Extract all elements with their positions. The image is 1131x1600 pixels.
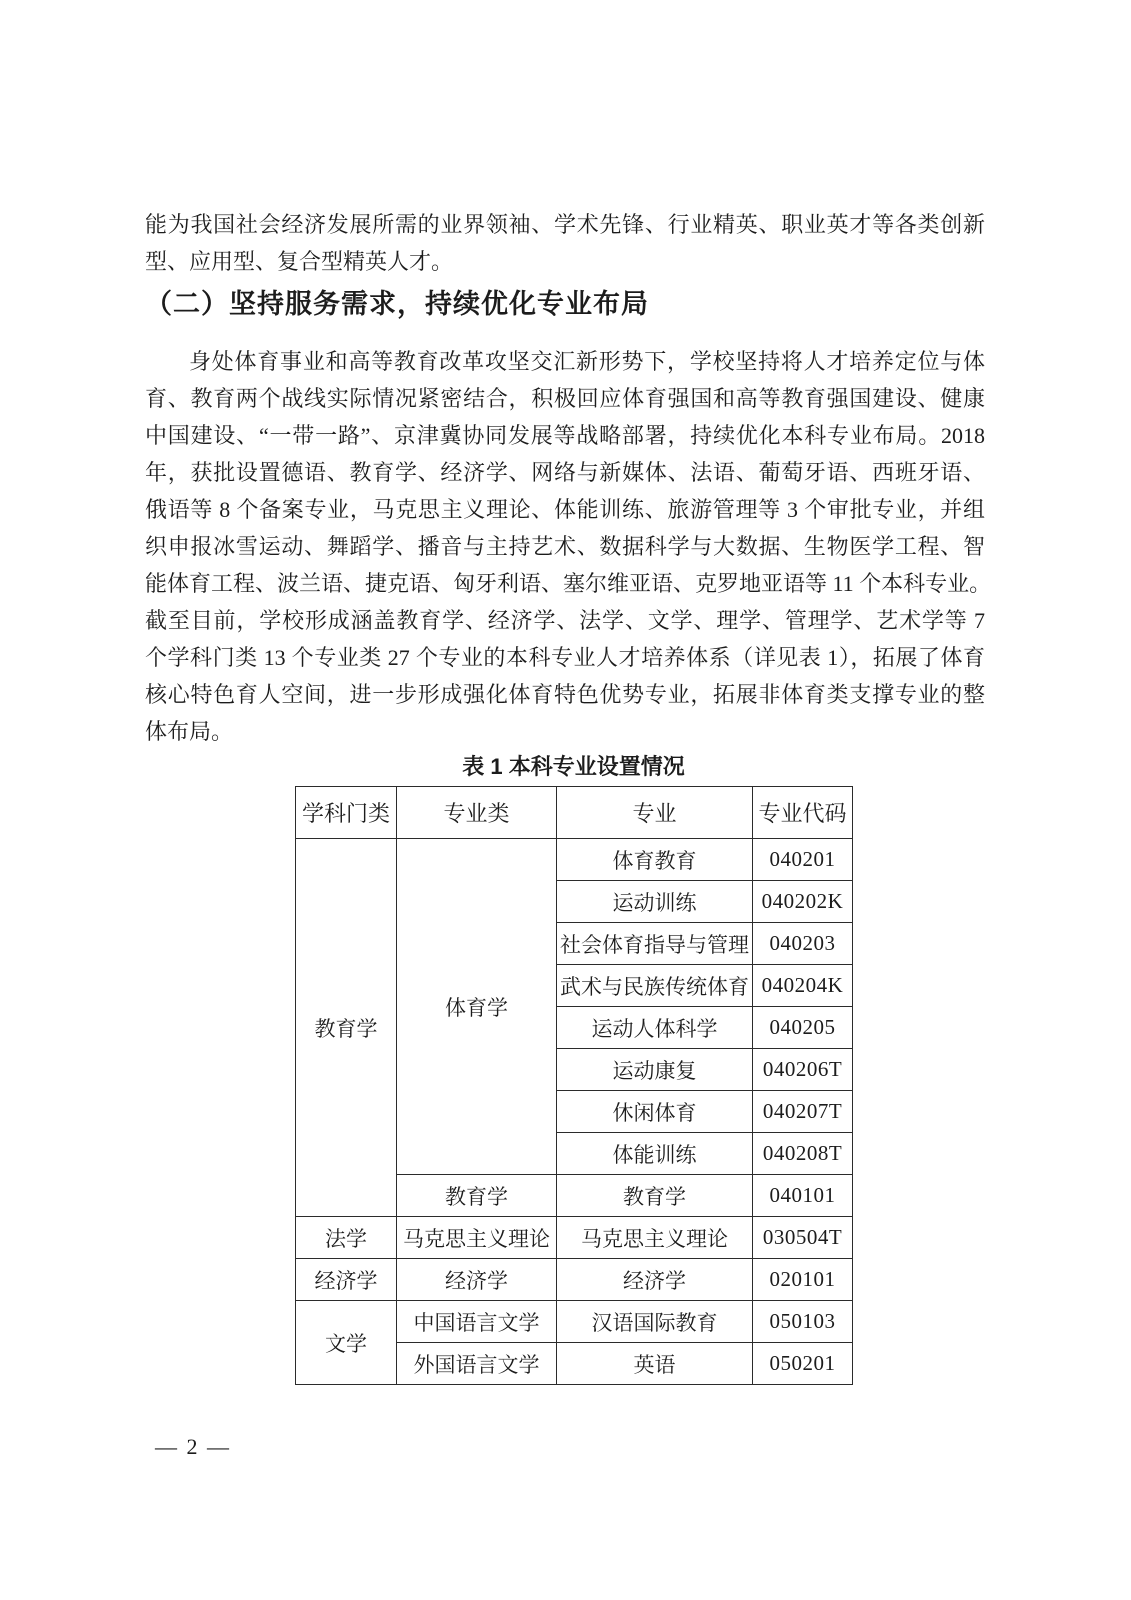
cell-major: 运动人体科学 bbox=[557, 1007, 753, 1049]
cell-code: 040101 bbox=[753, 1175, 853, 1217]
cell-code: 040208T bbox=[753, 1133, 853, 1175]
header-cell-category: 专业类 bbox=[397, 787, 557, 839]
table-row bbox=[296, 1301, 853, 1343]
cell-major: 体能训练 bbox=[557, 1133, 753, 1175]
paragraph-line: 型、应用型、复合型精英人才。 bbox=[145, 249, 454, 274]
header-cell-major: 专业 bbox=[557, 787, 753, 839]
majors-table bbox=[295, 786, 853, 1385]
intro-paragraph bbox=[145, 206, 985, 280]
cell-discipline: 法学 bbox=[296, 1217, 397, 1259]
cell-major: 英语 bbox=[557, 1343, 753, 1385]
cell-category: 马克思主义理论 bbox=[397, 1217, 557, 1259]
body-paragraph bbox=[145, 343, 992, 750]
section-heading: （二）坚持服务需求，持续优化专业布局 bbox=[145, 289, 649, 319]
paragraph-line: 俄语等 8 个备案专业，马克思主义理论、体能训练、旅游管理等 3 个审批专业，并组 bbox=[145, 497, 985, 522]
cell-category: 体育学 bbox=[397, 839, 557, 1175]
cell-code: 040201 bbox=[753, 839, 853, 881]
cell-code: 040203 bbox=[753, 923, 853, 965]
table-row bbox=[296, 1259, 853, 1301]
cell-code: 040205 bbox=[753, 1007, 853, 1049]
cell-major: 休闲体育 bbox=[557, 1091, 753, 1133]
paragraph-line: 截至目前，学校形成涵盖教育学、经济学、法学、文学、理学、管理学、艺术学等 7 bbox=[145, 608, 985, 633]
table-row bbox=[296, 1217, 853, 1259]
paragraph-line: 育、教育两个战线实际情况紧密结合，积极回应体育强国和高等教育强国建设、健康 bbox=[145, 386, 985, 411]
paragraph-line: 织申报冰雪运动、舞蹈学、播音与主持艺术、数据科学与大数据、生物医学工程、智 bbox=[145, 534, 985, 559]
majors-table-block bbox=[145, 752, 985, 1385]
cell-category: 外国语言文学 bbox=[397, 1343, 557, 1385]
page-content bbox=[145, 206, 992, 1385]
cell-code: 040204K bbox=[753, 965, 853, 1007]
paragraph-line: 身处体育事业和高等教育改革攻坚交汇新形势下，学校坚持将人才培养定位与体 bbox=[189, 349, 985, 374]
cell-major: 运动训练 bbox=[557, 881, 753, 923]
page-number: — 2 — bbox=[155, 1434, 231, 1459]
cell-code: 040206T bbox=[753, 1049, 853, 1091]
cell-major: 武术与民族传统体育 bbox=[557, 965, 753, 1007]
paragraph-line: 体布局。 bbox=[145, 719, 234, 744]
cell-code: 020101 bbox=[753, 1259, 853, 1301]
cell-category: 教育学 bbox=[397, 1175, 557, 1217]
cell-code: 040202K bbox=[753, 881, 853, 923]
cell-discipline: 文学 bbox=[296, 1301, 397, 1385]
cell-major: 社会体育指导与管理 bbox=[557, 923, 753, 965]
table-title: 表 1 本科专业设置情况 bbox=[462, 754, 685, 779]
cell-major: 运动康复 bbox=[557, 1049, 753, 1091]
table-header-row bbox=[296, 787, 853, 839]
cell-discipline: 教育学 bbox=[296, 839, 397, 1217]
header-cell-code: 专业代码 bbox=[753, 787, 853, 839]
paragraph-line: 能体育工程、波兰语、捷克语、匈牙利语、塞尔维亚语、克罗地亚语等 11 个本科专业。 bbox=[145, 571, 992, 596]
header-cell-discipline: 学科门类 bbox=[296, 787, 397, 839]
cell-discipline: 经济学 bbox=[296, 1259, 397, 1301]
paragraph-line: 中国建设、“一带一路”、京津冀协同发展等战略部署，持续优化本科专业布局。2018 bbox=[145, 423, 985, 448]
cell-code: 030504T bbox=[753, 1217, 853, 1259]
cell-major: 体育教育 bbox=[557, 839, 753, 881]
paragraph-line: 个学科门类 13 个专业类 27 个专业的本科专业人才培养体系（详见表 1），拓展了体育 bbox=[145, 645, 985, 670]
cell-code: 050201 bbox=[753, 1343, 853, 1385]
cell-major: 教育学 bbox=[557, 1175, 753, 1217]
paragraph-line: 年，获批设置德语、教育学、经济学、网络与新媒体、法语、葡萄牙语、西班牙语、 bbox=[145, 460, 985, 485]
table-row bbox=[296, 839, 853, 881]
cell-code: 050103 bbox=[753, 1301, 853, 1343]
cell-major: 经济学 bbox=[557, 1259, 753, 1301]
cell-category: 经济学 bbox=[397, 1259, 557, 1301]
cell-category: 中国语言文学 bbox=[397, 1301, 557, 1343]
paragraph-line: 能为我国社会经济发展所需的业界领袖、学术先锋、行业精英、职业英才等各类创新 bbox=[145, 212, 985, 237]
paragraph-line: 核心特色育人空间，进一步形成强化体育特色优势专业，拓展非体育类支撑专业的整 bbox=[145, 682, 985, 707]
cell-major: 汉语国际教育 bbox=[557, 1301, 753, 1343]
cell-code: 040207T bbox=[753, 1091, 853, 1133]
cell-major: 马克思主义理论 bbox=[557, 1217, 753, 1259]
